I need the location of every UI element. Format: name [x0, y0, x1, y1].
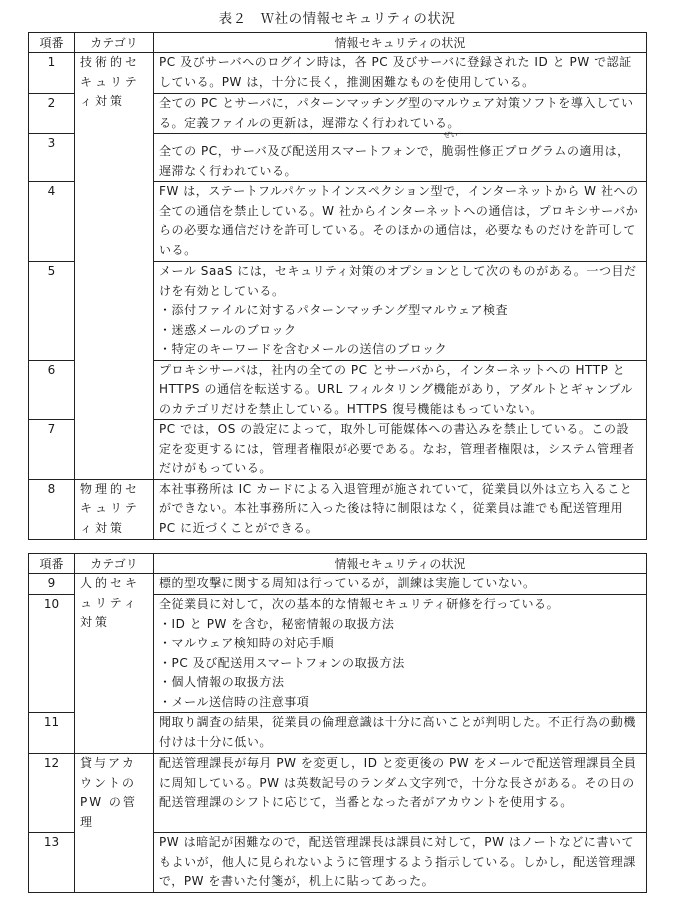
row-no: 3: [29, 134, 75, 182]
table-row: [29, 53, 647, 94]
row-no: 11: [29, 713, 75, 754]
list-item: ・個人情報の取扱方法: [159, 675, 285, 689]
row-no: 1: [29, 53, 75, 94]
category-cell: 物理的セキュリティ対策: [75, 479, 154, 539]
row-no: 5: [29, 262, 75, 361]
list-item: ・迷惑メールのブロック: [159, 322, 297, 337]
row-text: FW は，ステートフルパケットインスペクション型で，インターネットから W 社への全ての通信を禁止している。W 社からインターネットへの通信は，プロキシサーバからの必要な通信だけを許可している。そのほかの通信は，必要なものだけを許可している。: [154, 182, 647, 262]
row-text: 配送管理課長が毎月 PW を変更し，ID と変更後の PW をメールで配送管理課員全員に周知している。PW は英数記号のランダム文字列で，十分な長さがある。その日の配送管理課のシフトに応じて，当番となった者がアカウントを使用する。: [154, 754, 647, 833]
table-row: [29, 479, 647, 539]
row-text: [154, 595, 647, 713]
row-text: 聞取り調査の結果，従業員の倫理意識は十分に高いことが判明した。不正行為の動機付けは十分に低い。: [154, 713, 647, 754]
row-text: PW は暗記が困難なので，配送管理課長は課員に対して，PW はノートなどに書いてもよいが，他人に見られないように管理するよう指示している。しかし，配送管理課で，PW を書いた付箋が，机上に貼ってあった。: [154, 833, 647, 893]
row-no: 2: [29, 94, 75, 134]
row-text-intro: 全従業員に対して，次の基本的な情報セキュリティ研修を行っている。: [159, 597, 560, 611]
ruby-word: [441, 131, 458, 162]
list-item: ・添付ファイルに対するパターンマッチング型マルウェア検査: [159, 303, 509, 317]
security-table-2: [28, 553, 647, 893]
table-header-row: [29, 554, 647, 574]
row-text: [154, 131, 647, 182]
header-no: 項番: [29, 33, 75, 53]
row-no: 10: [29, 595, 75, 713]
ruby-base: 脆: [441, 144, 455, 158]
row-text: [154, 262, 647, 361]
row-no: 6: [29, 360, 75, 420]
list-item: ・マルウェア検知時の対応手順: [159, 636, 335, 650]
row-text-intro: メール SaaS には，セキュリティ対策のオプションとして次のものがある。一つ目だけを有効としている。: [159, 264, 637, 298]
category-cell: 貸与アカウントの PW の管理: [75, 754, 154, 893]
list-item: ・特定のキーワードを含むメールの送信のブロック: [159, 342, 448, 356]
ruby-reading: ぜい: [443, 131, 458, 139]
row-no: 4: [29, 182, 75, 262]
list-item: ・メール送信時の注意事項: [159, 694, 310, 709]
category-cell: 人的セキュリティ対策: [75, 574, 154, 754]
header-category: カテゴリ: [75, 554, 154, 574]
row-text: 本社事務所は IC カードによる入退管理が施されていて，従業員以外は立ち入ることができない。本社事務所に入った後は特に制限はなく，従業員は誰でも配送管理用 PC に近づくことができる。: [154, 479, 647, 539]
row-no: 12: [29, 754, 75, 833]
header-no: 項番: [29, 554, 75, 574]
table-row: [29, 574, 647, 595]
category-cell: 技術的セキュリティ対策: [75, 53, 154, 480]
row-no: 13: [29, 833, 75, 893]
list-item: ・ID と PW を含む，秘密情報の取扱方法: [159, 616, 395, 631]
row-no: 8: [29, 479, 75, 539]
row-text: 標的型攻撃に関する周知は行っているが，訓練は実施していない。: [154, 574, 647, 595]
row-text: PC では，OS の設定によって，取外し可能媒体への書込みを禁止している。この設定を変更するには，管理者権限が必要である。なお，管理者権限は，システム管理者だけがもっている。: [154, 420, 647, 480]
page-title: 表２ Ｗ社の情報セキュリティの状況: [218, 11, 456, 27]
row-no: 9: [29, 574, 75, 595]
header-status: 情報セキュリティの状況: [154, 33, 647, 53]
table-header-row: [29, 33, 647, 53]
table-row: [29, 754, 647, 833]
header-status: 情報セキュリティの状況: [154, 554, 647, 574]
row-text: 全ての PC とサーバに，パターンマッチング型のマルウェア対策ソフトを導入している。定義ファイルの更新は，遅滞なく行われている。: [154, 94, 647, 134]
row-text: PC 及びサーバへのログイン時は，各 PC 及びサーバに登録された ID と PW で認証している。PW は，十分に長く，推測困難なものを使用している。: [154, 53, 647, 94]
row-text-after: 弱性修正プログラムの適用は，遅滞なく行われている。: [159, 144, 630, 178]
list-item: ・PC 及び配送用スマートフォンの取扱方法: [159, 655, 405, 670]
security-table-1: [28, 32, 647, 540]
row-text: プロキシサーバは，社内の全ての PC とサーバから，インターネットへの HTTP と HTTPS の通信を転送する。URL フィルタリング機能があり，アダルトとギャンブルのカテゴリだけを禁止している。HTTPS 復号機能はもっていない。: [154, 360, 647, 420]
row-text-before: 全ての PC，サーバ及び配送用スマートフォンで，: [159, 144, 442, 158]
row-no: 7: [29, 420, 75, 480]
header-category: カテゴリ: [75, 33, 154, 53]
